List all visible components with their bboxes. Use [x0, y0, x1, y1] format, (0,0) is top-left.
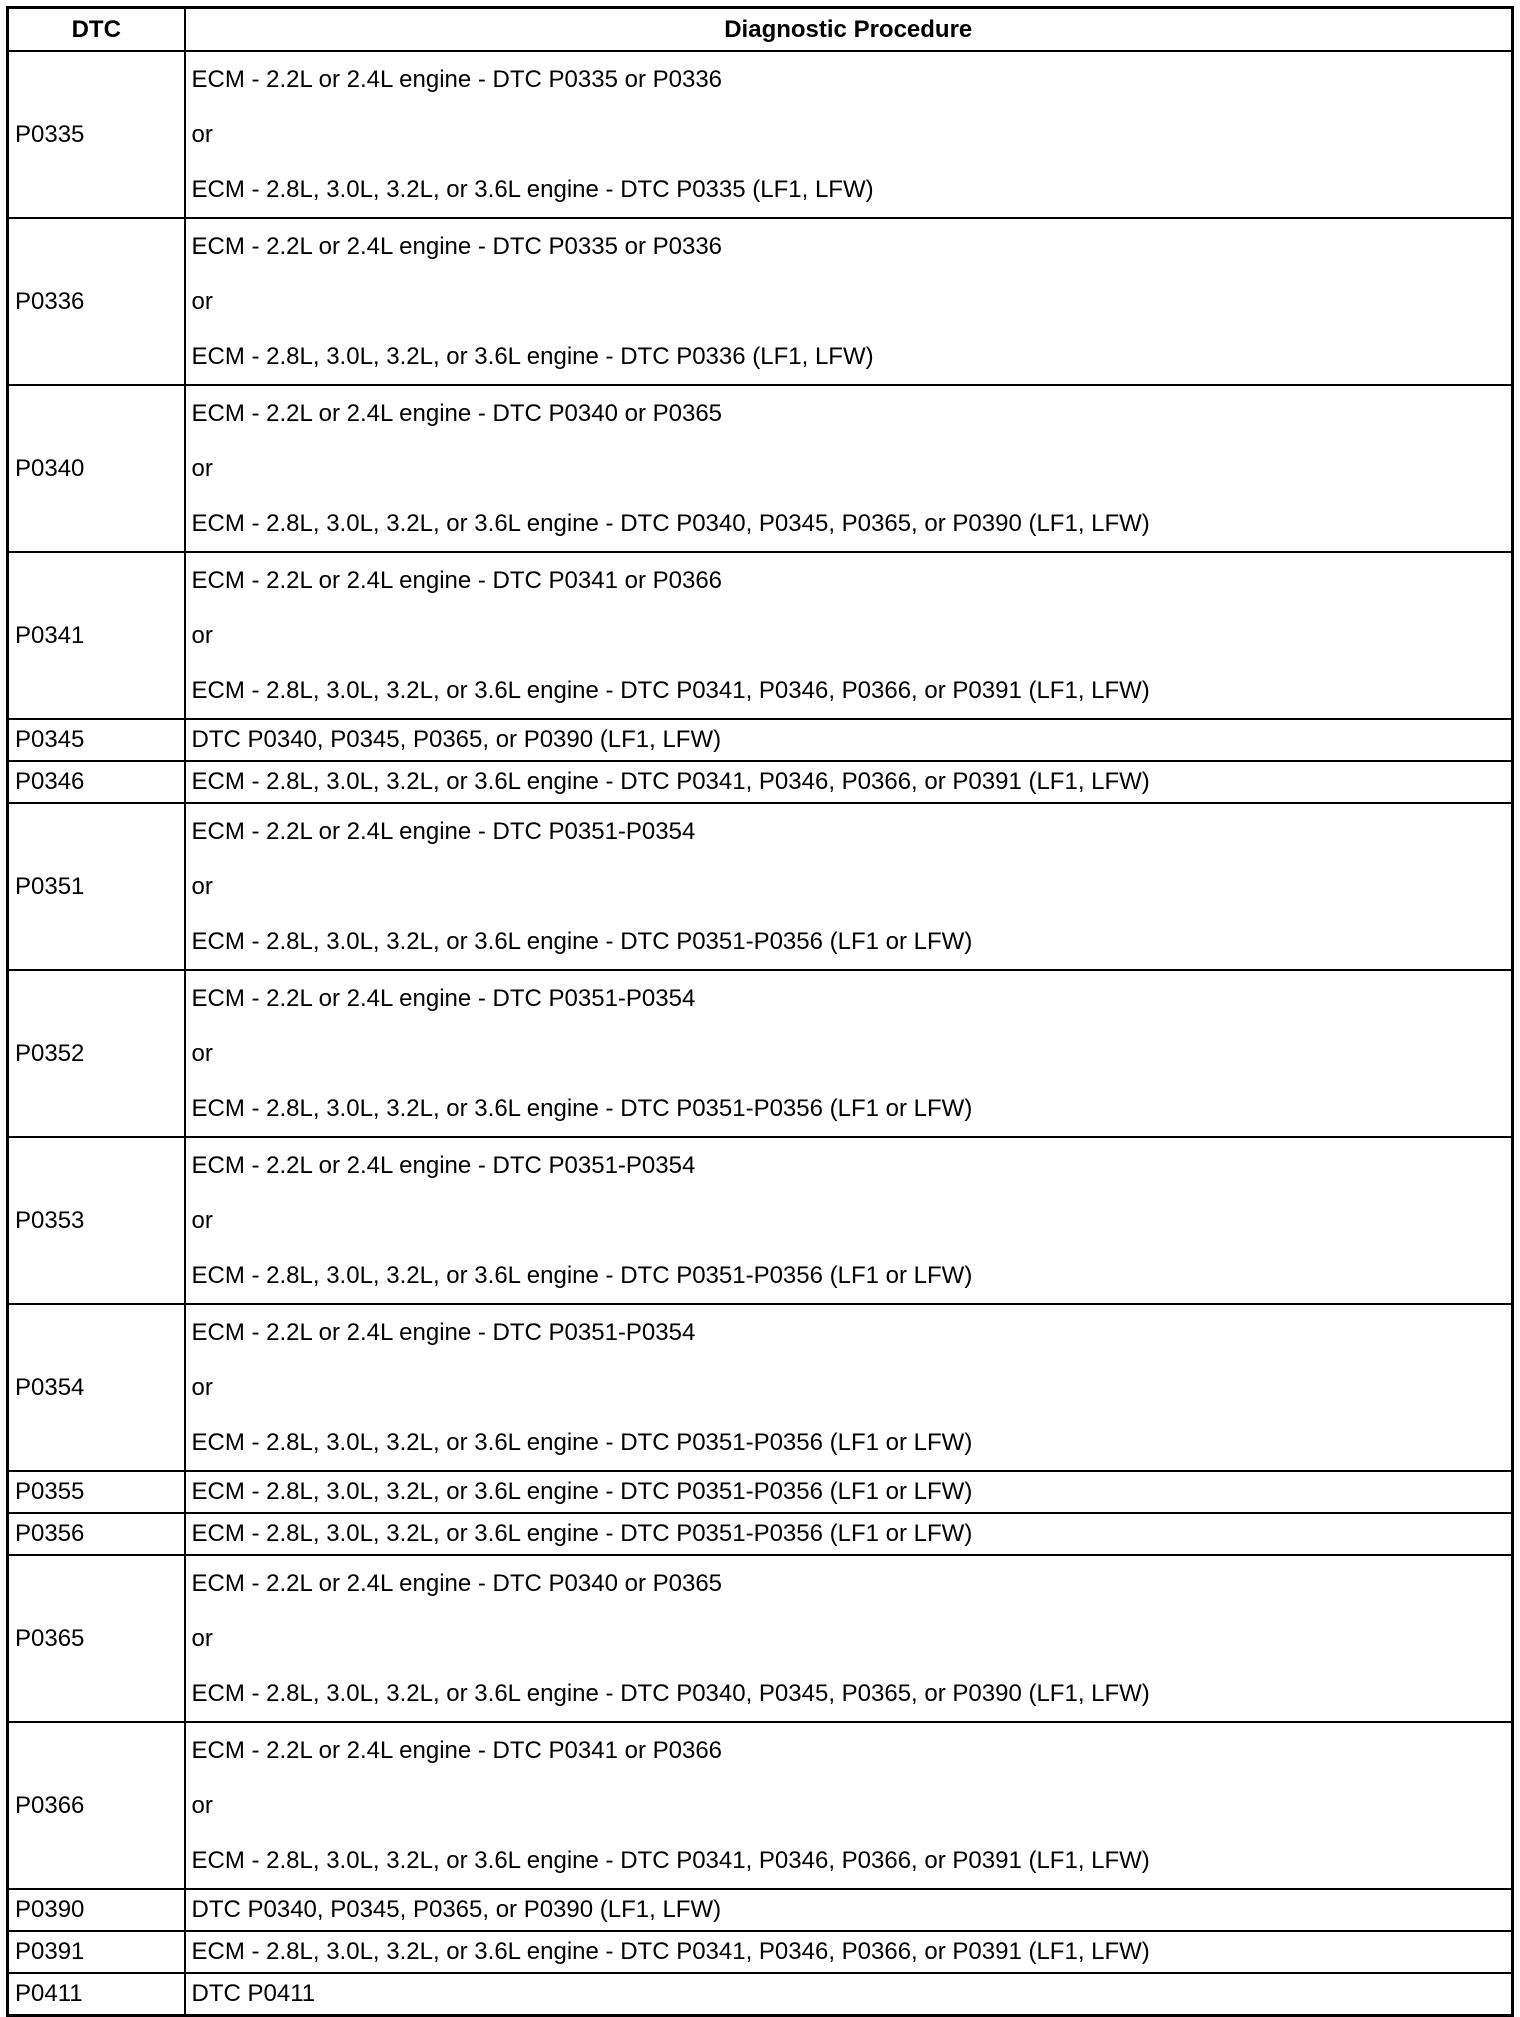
dtc-code-cell: P0340	[8, 385, 185, 552]
table-row	[8, 1513, 1513, 1555]
procedure-or-separator: or	[191, 1792, 213, 1819]
table-row	[8, 1722, 1513, 1889]
dtc-code-cell: P0346	[8, 761, 185, 803]
dtc-code-cell: P0336	[8, 218, 185, 385]
header-dtc: DTC	[8, 8, 185, 52]
procedure-cell	[185, 1137, 1513, 1304]
dtc-code-cell: P0366	[8, 1722, 185, 1889]
dtc-code-cell: P0356	[8, 1513, 185, 1555]
table-row	[8, 552, 1513, 719]
procedure-cell: DTC P0340, P0345, P0365, or P0390 (LF1, LFW)	[185, 719, 1513, 761]
table-header-row	[8, 8, 1513, 52]
procedure-line: ECM - 2.2L or 2.4L engine - DTC P0340 or P0365	[191, 1570, 723, 1597]
procedure-cell: DTC P0411	[185, 1973, 1513, 2016]
dtc-code-cell: P0365	[8, 1555, 185, 1722]
table-row	[8, 1931, 1513, 1973]
procedure-cell: DTC P0340, P0345, P0365, or P0390 (LF1, LFW)	[185, 1889, 1513, 1931]
procedure-line: ECM - 2.2L or 2.4L engine - DTC P0351-P0354	[191, 985, 696, 1012]
table-row	[8, 1973, 1513, 2016]
table-body	[8, 51, 1513, 2016]
table-row	[8, 970, 1513, 1137]
procedure-line: ECM - 2.8L, 3.0L, 3.2L, or 3.6L engine - DTC P0340, P0345, P0365, or P0390 (LF1, LFW)	[191, 1680, 1150, 1707]
procedure-line: ECM - 2.2L or 2.4L engine - DTC P0351-P0354	[191, 1152, 696, 1179]
procedure-cell	[185, 1555, 1513, 1722]
procedure-line: ECM - 2.8L, 3.0L, 3.2L, or 3.6L engine - DTC P0351-P0356 (LF1 or LFW)	[191, 1262, 973, 1289]
procedure-or-separator: or	[191, 121, 213, 148]
table-row	[8, 803, 1513, 970]
dtc-code-cell: P0351	[8, 803, 185, 970]
dtc-code-cell: P0390	[8, 1889, 185, 1931]
procedure-or-separator: or	[191, 873, 213, 900]
table-row	[8, 1889, 1513, 1931]
procedure-line: ECM - 2.8L, 3.0L, 3.2L, or 3.6L engine - DTC P0336 (LF1, LFW)	[191, 343, 874, 370]
procedure-cell	[185, 1304, 1513, 1471]
table-row	[8, 51, 1513, 218]
table-row	[8, 1304, 1513, 1471]
dtc-code-cell: P0341	[8, 552, 185, 719]
procedure-or-separator: or	[191, 455, 213, 482]
dtc-code-cell: P0411	[8, 1973, 185, 2016]
procedure-cell: ECM - 2.8L, 3.0L, 3.2L, or 3.6L engine - DTC P0341, P0346, P0366, or P0391 (LF1, LFW)	[185, 1931, 1513, 1973]
dtc-code-cell: P0335	[8, 51, 185, 218]
dtc-table	[6, 6, 1514, 2017]
procedure-line: ECM - 2.8L, 3.0L, 3.2L, or 3.6L engine - DTC P0340, P0345, P0365, or P0390 (LF1, LFW)	[191, 510, 1150, 537]
procedure-cell	[185, 218, 1513, 385]
procedure-line: ECM - 2.2L or 2.4L engine - DTC P0335 or P0336	[191, 66, 723, 93]
header-diagnostic-procedure: Diagnostic Procedure	[185, 8, 1513, 52]
procedure-or-separator: or	[191, 288, 213, 315]
procedure-line: ECM - 2.8L, 3.0L, 3.2L, or 3.6L engine - DTC P0335 (LF1, LFW)	[191, 176, 874, 203]
procedure-or-separator: or	[191, 1625, 213, 1652]
procedure-cell	[185, 51, 1513, 218]
table-row	[8, 719, 1513, 761]
dtc-code-cell: P0353	[8, 1137, 185, 1304]
procedure-line: ECM - 2.2L or 2.4L engine - DTC P0341 or P0366	[191, 1737, 723, 1764]
procedure-cell	[185, 970, 1513, 1137]
procedure-cell: ECM - 2.8L, 3.0L, 3.2L, or 3.6L engine - DTC P0351-P0356 (LF1 or LFW)	[185, 1513, 1513, 1555]
procedure-line: ECM - 2.8L, 3.0L, 3.2L, or 3.6L engine - DTC P0351-P0356 (LF1 or LFW)	[191, 928, 973, 955]
procedure-line: ECM - 2.2L or 2.4L engine - DTC P0335 or P0336	[191, 233, 723, 260]
table-row	[8, 761, 1513, 803]
dtc-code-cell: P0354	[8, 1304, 185, 1471]
table-row	[8, 1137, 1513, 1304]
procedure-or-separator: or	[191, 622, 213, 649]
table-row	[8, 218, 1513, 385]
table-row	[8, 1471, 1513, 1513]
procedure-cell	[185, 552, 1513, 719]
procedure-line: ECM - 2.2L or 2.4L engine - DTC P0351-P0354	[191, 1319, 696, 1346]
dtc-code-cell: P0352	[8, 970, 185, 1137]
procedure-or-separator: or	[191, 1374, 213, 1401]
procedure-or-separator: or	[191, 1207, 213, 1234]
procedure-cell	[185, 385, 1513, 552]
dtc-code-cell: P0355	[8, 1471, 185, 1513]
procedure-cell: ECM - 2.8L, 3.0L, 3.2L, or 3.6L engine - DTC P0341, P0346, P0366, or P0391 (LF1, LFW)	[185, 761, 1513, 803]
dtc-code-cell: P0391	[8, 1931, 185, 1973]
procedure-line: ECM - 2.8L, 3.0L, 3.2L, or 3.6L engine - DTC P0341, P0346, P0366, or P0391 (LF1, LFW)	[191, 1847, 1150, 1874]
procedure-cell	[185, 1722, 1513, 1889]
procedure-line: ECM - 2.8L, 3.0L, 3.2L, or 3.6L engine - DTC P0351-P0356 (LF1 or LFW)	[191, 1095, 973, 1122]
table-row	[8, 1555, 1513, 1722]
procedure-line: ECM - 2.2L or 2.4L engine - DTC P0351-P0354	[191, 818, 696, 845]
table-row	[8, 385, 1513, 552]
procedure-line: ECM - 2.2L or 2.4L engine - DTC P0341 or P0366	[191, 567, 723, 594]
procedure-line: ECM - 2.8L, 3.0L, 3.2L, or 3.6L engine - DTC P0341, P0346, P0366, or P0391 (LF1, LFW)	[191, 677, 1150, 704]
procedure-cell: ECM - 2.8L, 3.0L, 3.2L, or 3.6L engine - DTC P0351-P0356 (LF1 or LFW)	[185, 1471, 1513, 1513]
dtc-code-cell: P0345	[8, 719, 185, 761]
procedure-cell	[185, 803, 1513, 970]
procedure-or-separator: or	[191, 1040, 213, 1067]
procedure-line: ECM - 2.2L or 2.4L engine - DTC P0340 or P0365	[191, 400, 723, 427]
procedure-line: ECM - 2.8L, 3.0L, 3.2L, or 3.6L engine - DTC P0351-P0356 (LF1 or LFW)	[191, 1429, 973, 1456]
